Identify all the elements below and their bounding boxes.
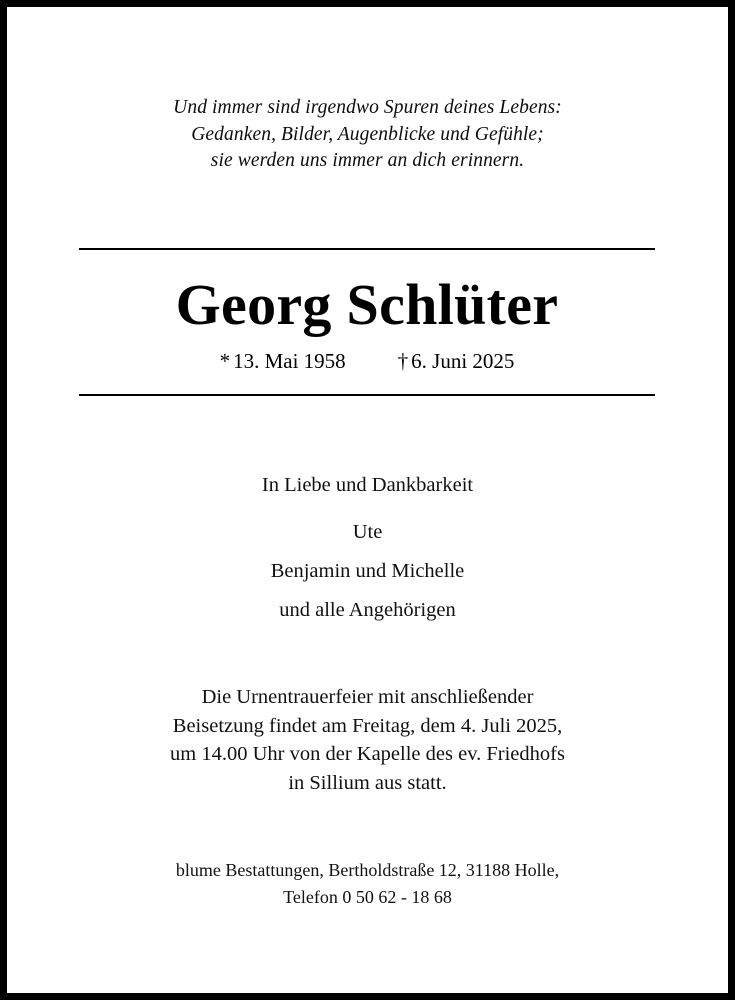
funeral-home-footer [7,857,728,911]
mourner-name: und alle Angehörigen [279,599,456,621]
divider-rule-bottom-wrap [79,394,655,396]
mourner-name: Benjamin und Michelle [270,560,465,582]
birth-date: 13. Mai 1958 [233,349,346,374]
mourner-name: Ute [352,521,383,543]
death-date: 6. Juni 2025 [411,349,515,374]
funeral-home-address: blume Bestattungen, Bertholdstraße 12, 31188 Holle, [175,860,560,880]
funeral-home-phone: Telefon 0 50 62 - 18 68 [283,887,452,907]
memorial-verse [7,95,728,175]
ceremony-line-1: Die Urnentrauerfeier mit anschließender [201,686,534,708]
birth-symbol-icon: * [219,349,231,374]
notice-sheet [7,7,728,993]
family-lead-text: In Liebe und Dankbarkeit [261,474,474,496]
ceremony-line-2: Beisetzung findet am Freitag, dem 4. Juli 2025, [172,714,563,737]
family-mourners-block [7,466,728,630]
verse-line-3: sie werden uns immer an dich erinnern. [210,150,525,171]
divider-rule-top [79,248,655,250]
death-symbol-icon: † [397,349,409,374]
deceased-name-block [79,248,655,396]
verse-line-2: Gedanken, Bilder, Augenblicke und Gefühle; [191,123,544,145]
verse-line-1: Und immer sind irgendwo Spuren deines Lebens: [173,97,562,118]
deceased-name: Georg Schlüter [175,272,559,337]
ceremony-details-block [7,683,728,797]
life-dates [79,351,655,372]
ceremony-line-4: in Sillium aus statt. [288,771,447,794]
divider-rule-bottom [79,394,655,396]
ceremony-line-3: um 14.00 Uhr von der Kapelle des ev. Friedhofs [170,743,565,765]
